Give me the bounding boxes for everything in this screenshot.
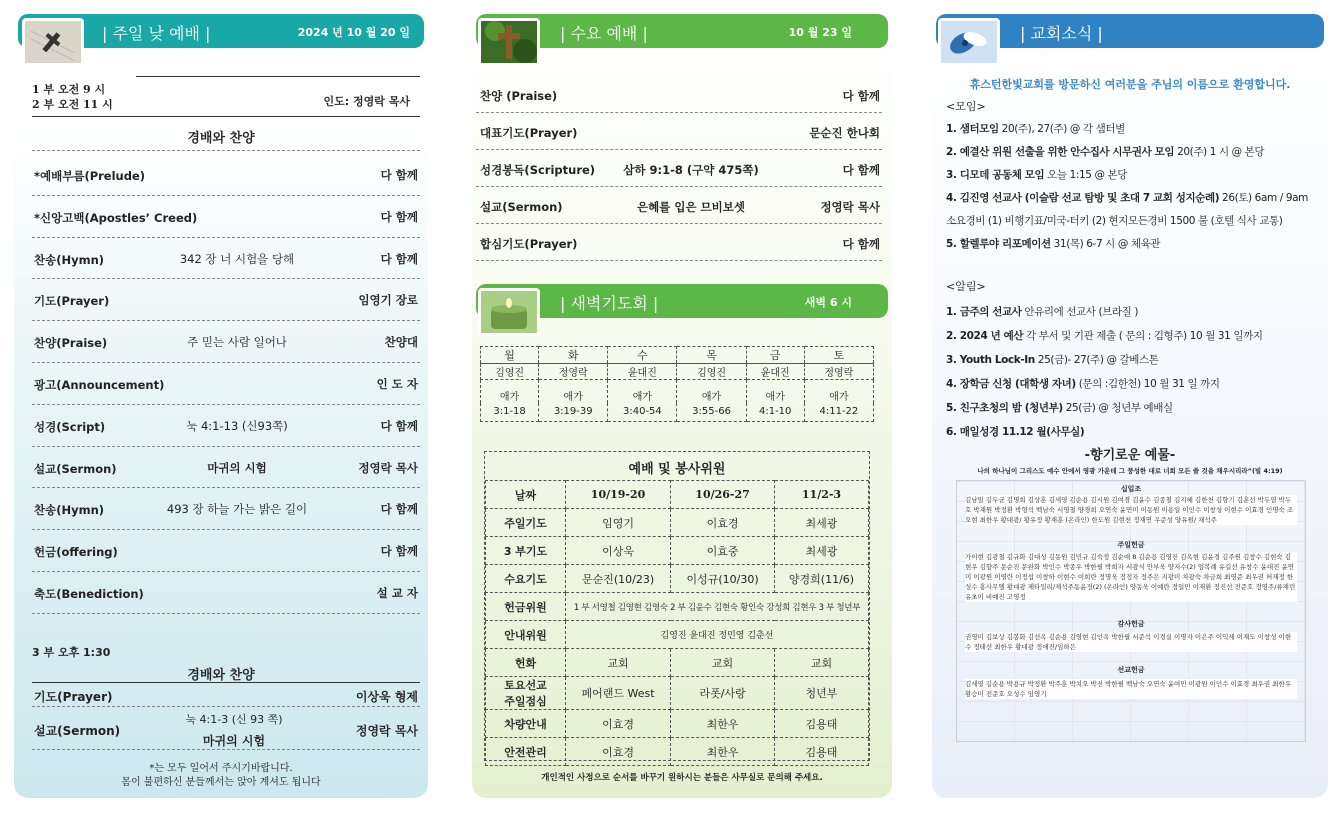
duty-person: 임영기 [566,509,671,537]
dawn-book: 애가 [608,380,677,404]
wed-order-row [476,224,882,261]
welcome-text: 휴스턴한빛교회를 방문하신 여러분을 주님의 이름으로 환영합니다. [969,78,1291,91]
duty-role: 안전관리 [486,738,566,766]
duty-row [486,537,869,565]
duty-role: 주일기도 [486,509,566,537]
order-label: 찬양(Praise) [34,336,108,351]
meeting-item-detail: 오늘 1:15 @ 본당 [1044,169,1128,181]
order-row [32,196,420,238]
dawn-book: 애가 [481,380,539,404]
meeting-item-detail: 31(목) 6-7 시 @ 체육관 [1050,238,1161,250]
notice-item [946,300,1322,324]
meetings-heading: <모임> [946,100,986,113]
duty-person: 교회 [671,649,775,677]
dawn-day: 목 [677,347,746,364]
dawn-book: 애가 [804,380,873,404]
wed-order-leader: 다 함께 [842,89,880,103]
usher-duty-row [486,621,869,649]
duty-person: 이성규(10/30) [671,565,775,593]
wed-order-label: 성경봉독(Scripture) [480,163,596,177]
wed-order-row [476,187,882,224]
meeting-item-detail: 26(토) 6am / 9am [1219,192,1308,204]
order-row [32,405,420,447]
service-time-1: 1 부 오전 9 시 [32,83,106,96]
mission-offering-names: 김세영 김순용 박용규 박정환 박주훈 박치오 박진 박한필 백남숙 오연숙 윤여민 이광원 이인수 이효경 최우권 최한우 황승미 전준호 오성수 임영기 [965,679,1297,699]
order-label: 찬송(Hymn) [34,503,105,518]
meeting-item-title: 4. 김진영 선교사 (이슬람 선교 탐방 및 초대 7 교회 성지순례) [946,192,1220,204]
wed-order-label: 설교(Sermon) [480,200,563,214]
wed-order-label: 합심기도(Prayer) [480,237,578,251]
notice-item-title: 2. 2024 년 예산 [946,330,1024,342]
offering-duty-names: 1 부 서영철 김영현 김영숙 2 부 김윤수 김현숙 황인숙 강성희 김현우 3 부 청년부 [566,593,869,621]
meeting-item-title: 1. 샘터모임 [946,123,999,135]
dawn-ref-row [481,403,874,421]
wednesday-title: | 수요 예배 | [560,24,648,43]
duty-person: 최세광 [775,509,869,537]
meeting-item-title: 3. 디모데 공동체 모임 [946,169,1045,181]
meeting-item-detail: 20(주), 27(주) @ 각 샘터별 [998,123,1125,135]
order-row [32,447,420,489]
duty-role: 토요선교 주일점심 [486,677,566,710]
notice-item-detail: (문의 :김한천) 10 월 31 일 까지 [1075,378,1220,390]
duty-person: 이효경 [566,710,671,738]
dawn-ref: 3:19-39 [539,403,608,421]
footnote-stand: *는 모두 일어서 주시기바랍니다. [149,763,293,774]
dawn-time: 새벽 6 시 [804,296,852,309]
order-leader: 설 교 자 [376,586,418,600]
duty-role: 수요기도 [486,565,566,593]
order-detail: 주 믿는 사람 일어나 [187,335,287,350]
divider [32,150,420,151]
duty-person: 라폿/사랑 [671,677,775,710]
meeting-item [946,187,1322,210]
dawn-leader: 정영락 [539,364,608,380]
dawn-leader-row [481,364,874,380]
duty-header-row [486,481,869,509]
notice-item-title: 5. 친구초청의 밤 (청년부) [946,402,1063,414]
dawn-leader: 김영진 [481,364,539,380]
duty-person: 페어랜드 West [566,677,671,710]
wed-order-label: 대표기도(Prayer) [480,126,578,140]
duty-person: 최한우 [671,738,775,766]
tithe-names: 김남일 김두균 김명희 김상훈 김세영 김순용 김시원 김여경 김윤수 김종철 김지혜 김한천 김향기 김훈선 박두엽 박두호 박재원 박정환 박형석 백남숙 서영철 양경희 오연숙 윤연미 이동원 이용일 이인수 이창성 이현수 이효경 인명숙 조오현 최한우 황대광/ 황유정 황재훈 (온라인) 한도원 김현천 정재연 우준성 양유원/ 채석주 [965,495,1297,525]
duty-row [486,710,869,738]
duty-person: 이효경 [671,509,775,537]
dawn-prayer-table [480,346,874,422]
service-time-2: 2 부 오전 11 시 [32,98,113,111]
duty-row [486,565,869,593]
sunday-header [18,14,424,48]
order-row [32,279,420,321]
dawn-day: 화 [539,347,608,364]
order-leader: 정영락 목사 [358,460,418,475]
duty-row [486,649,869,677]
order-detail: 마귀의 시험 [207,460,267,475]
duty-role: 헌화 [486,649,566,677]
dawn-day: 월 [481,347,539,364]
order-label: 광고(Announcement) [34,378,165,392]
notice-item-detail: 안유리에 선교사 (브라질 ) [1021,306,1139,318]
dawn-leader: 윤대진 [746,364,804,380]
duty-role: 3 부기도 [486,537,566,565]
cross-photo-thumbnail [22,18,84,66]
duty-person: 청년부 [775,677,869,710]
dawn-ref: 3:40-54 [608,403,677,421]
divider [32,116,420,117]
mission-offering-heading: 선교헌금 [1117,666,1145,674]
service-leader: 인도: 정영락 목사 [323,95,410,108]
order-label: *신앙고백(Apostles’ Creed) [34,210,198,225]
order-row [32,238,420,280]
p3-sermon-label: 설교(Sermon) [34,724,121,738]
offering-box [956,480,1306,742]
order-label: 기도(Prayer) [34,294,110,309]
offering-title: -향기로운 예물- [1084,448,1176,463]
divider [32,706,420,707]
order-label: 헌금(offering) [34,545,118,560]
notice-item-title: 4. 장학금 신청 (대학생 자녀) [946,378,1076,390]
dawn-day-row [481,347,874,364]
meeting-item [946,141,1322,164]
dawn-day: 금 [746,347,804,364]
order-leader: 다 함께 [380,544,418,559]
duty-row [486,738,869,766]
order-label: 축도(Benediction) [34,587,144,601]
duty-person: 이효중 [671,537,775,565]
dawn-book: 애가 [539,380,608,404]
offering-duty-row [486,593,869,621]
dawn-leader: 정영락 [804,364,873,380]
dawn-ref: 3:55-66 [677,403,746,421]
sunday-date: 2024 년 10 월 20 일 [297,26,410,39]
wed-order-row [476,113,882,150]
sunday-title: | 주일 낮 예배 | [102,24,211,43]
wednesday-service-panel [472,14,892,798]
order-label: *예배부름(Prelude) [34,169,146,183]
duty-person: 교회 [775,649,869,677]
meeting-item-detail: 20(주) 1 시 @ 본당 [1174,146,1265,158]
duty-person: 10/26-27 [671,481,775,509]
duty-person: 교회 [566,649,671,677]
notice-item [946,396,1322,420]
dawn-book: 애가 [746,380,804,404]
duty-person: 김용태 [775,710,869,738]
order-leader: 인 도 자 [376,377,418,391]
order-leader: 임영기 장로 [358,293,418,308]
dawn-ref: 3:1-18 [481,403,539,421]
meeting-item-detail: 소요경비 (1) 비행기표/미국-터키 (2) 현지모든경비 1500 불 (호텔 식사 교통) [946,215,1283,227]
sunday-offering-heading: 주일헌금 [1117,541,1145,549]
wed-order-leader: 정영락 목사 [820,200,880,214]
footnote-sit: 몸이 불편하신 분들께서는 앉아 계셔도 됩니다 [121,777,321,788]
duty-box [484,451,870,761]
sunday-offering-names: 가이현 김광철 김규화 김대성 김동원 김민규 김숙정 김순애 8 김순용 김영진 김옥현 김윤경 김주원 김창수 김현숙 김현우 김향주 문순진 문완화 박인수 박종우 박한필 박희자 서광식 안부욱 양지수(2) 엄복례 유길선 유창수 윤대진 윤연미 이광원 이영란 이정섭 이창하 이현수 이희란 정명욱 정정자 정주은 지광미 차광숙 차금희 최영준 최우권 허재정 한성수 홍사무엘 황대광 제타밀리/제석주동윤정(2) (온라인) 양동욱 이예란 정일민 이재환 정진선 전준호 정영주/류재린 유초이 비예진 고영정 [965,553,1296,601]
notice-item [946,420,1322,444]
dawn-prayer-header [476,284,888,318]
order-leader: 다 함께 [380,502,418,517]
order-row [32,530,420,572]
duty-person: 양경희(11/6) [775,565,869,593]
meeting-item [946,118,1322,141]
duty-person: 최한우 [671,710,775,738]
notice-item [946,372,1322,396]
change-notice: 개인적인 사정으로 순서를 바꾸기 원하시는 분들은 사무실로 문의해 주세요. [541,773,823,783]
notice-item-detail: 25(금) @ 청년부 예배실 [1062,402,1173,414]
dawn-day: 수 [608,347,677,364]
wed-order-leader: 다 함께 [842,163,880,177]
wed-order-row [476,76,882,113]
order-leader: 다 함께 [380,168,418,182]
order-leader: 다 함께 [380,209,418,224]
meeting-item [946,210,1322,233]
duty-person: 이상욱 [566,537,671,565]
flower-photo-thumbnail [938,18,1000,66]
order-label: 찬송(Hymn) [34,252,105,267]
order-row [32,572,420,614]
section-title: 경배와 찬양 [187,131,255,146]
order-row [32,363,420,405]
duty-title: 예배 및 봉사위원 [628,462,726,477]
order-detail: 342 장 너 시험을 당해 [179,251,295,266]
dawn-leader: 윤대진 [608,364,677,380]
sunday-service-panel [14,14,428,798]
duty-person: 김용태 [775,738,869,766]
wednesday-header [476,14,888,48]
wed-order-detail: 은혜를 입은 므비보셋 [637,200,745,214]
dawn-ref: 4:11-22 [804,403,873,421]
news-header [936,14,1324,48]
p3-sermon-preacher: 정영락 목사 [355,724,418,738]
p3-prayer-label: 기도(Prayer) [34,690,113,704]
duty-person: 10/19-20 [566,481,671,509]
order-leader: 찬양대 [384,335,418,350]
news-title: | 교회소식 | [1020,24,1103,43]
wed-order-detail: 삼하 9:1-8 (구약 475쪽) [623,163,759,177]
meeting-item [946,164,1322,187]
cross-photo-thumbnail [478,18,540,66]
meeting-item-title: 5. 할렐루야 리포메이션 [946,238,1051,250]
offering-verse: 나의 하나님이 그리스도 예수 안에서 영광 가운데 그 풍성한 대로 너희 모든 쓸 것을 채우시리라”(빌 4:19) [977,467,1283,475]
duty-role: 차량안내 [486,710,566,738]
duty-role: 안내위원 [486,621,566,649]
duty-person: 이효경 [566,738,671,766]
dawn-book: 애가 [677,380,746,404]
order-row [32,321,420,363]
wed-order-leader: 다 함께 [842,237,880,251]
church-news-panel [932,14,1328,798]
wed-order-label: 찬양 (Praise) [480,89,558,103]
wed-order-leader: 문순진 한나회 [809,126,880,140]
p3-prayer-leader: 이상욱 형제 [355,690,418,704]
duty-person: 11/2-3 [775,481,869,509]
order-leader: 다 함께 [380,418,418,433]
duty-row [486,509,869,537]
order-detail: 493 장 하늘 가는 밝은 길이 [166,502,308,517]
duty-table [485,480,869,766]
order-detail: 눅 4:1-13 (신93쪽) [186,418,288,433]
order-row [32,154,420,196]
thanks-offering-heading: 감사헌금 [1117,620,1145,628]
duty-role: 날짜 [486,481,566,509]
wed-order-row [476,150,882,187]
notice-item [946,348,1322,372]
meeting-item-title: 2. 예결산 위원 선출을 위한 안수집사 시무권사 모임 [946,146,1175,158]
dawn-title: | 새벽기도회 | [560,294,659,313]
dawn-day: 토 [804,347,873,364]
order-leader: 다 함께 [380,251,418,266]
notice-item-detail: 각 부서 및 기관 제출 ( 문의 : 김형주) 10 월 31 일까지 [1023,330,1263,342]
order-label: 성경(Script) [34,419,106,434]
order-label: 설교(Sermon) [34,461,117,476]
notice-item-detail: 25(금)- 27(주) @ 갈베스톤 [1034,354,1159,366]
order-row [32,488,420,530]
divider [136,76,420,77]
notice-item-title: 6. 매일성경 11.12 월(사무실) [946,426,1085,438]
section-title-3: 경배와 찬양 [187,668,255,683]
usher-duty-names: 김영진 윤대진 정민영 김춘선 [566,621,869,649]
divider [32,682,420,683]
p3-sermon-title: 마귀의 시험 [202,734,266,748]
p3-sermon-scripture: 눅 4:1-3 (신 93 쪽) [185,713,283,726]
wednesday-date: 10 월 23 일 [788,26,852,39]
tithe-heading: 십일조 [1120,485,1142,493]
notice-item-title: 3. Youth Lock-In [946,354,1035,366]
dawn-book-row [481,380,874,404]
duty-role: 헌금위원 [486,593,566,621]
meeting-item [946,233,1322,256]
thanks-offering-names: 권영미 김보상 김봉화 김선옥 김순용 김영현 김인옥 박한필 서준석 이경실 이명자 이은주 이익세 이재도 이창성 이현수 정태선 최한우 황대광 정애진/임하은 [965,632,1297,652]
notice-item [946,324,1322,348]
dawn-ref: 4:1-10 [746,403,804,421]
duty-person: 최세광 [775,537,869,565]
notices-heading: <알림> [946,280,986,293]
notice-item-title: 1. 금주의 선교사 [946,306,1022,318]
service-time-3: 3 부 오후 1:30 [32,646,111,659]
dawn-leader: 김영진 [677,364,746,380]
duty-person: 문순진(10/23) [566,565,671,593]
duty-row [486,677,869,710]
candle-photo-thumbnail [478,288,540,336]
divider [32,749,420,750]
